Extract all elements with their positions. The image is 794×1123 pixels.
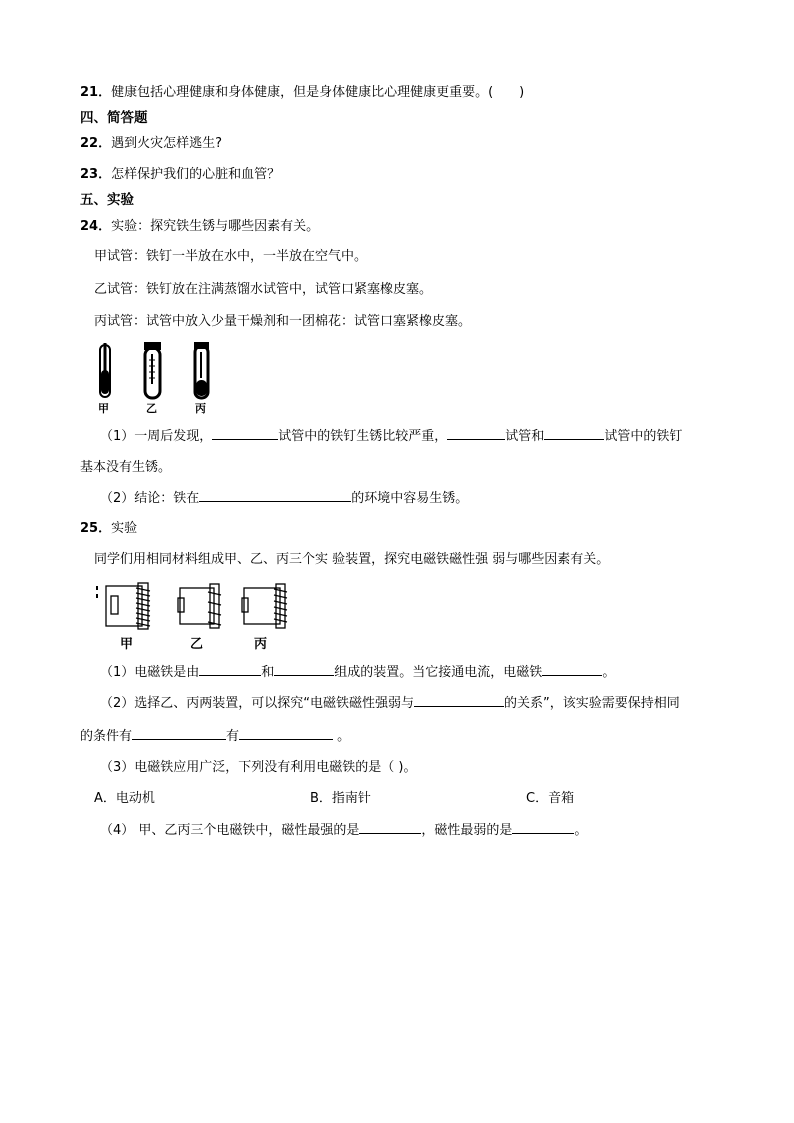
q25-p4-blank-2[interactable] (512, 821, 574, 834)
question-21 (80, 84, 524, 102)
q25-p2-text-a: （2）选择乙、丙两装置，可以探究“电磁铁磁性强弱与 (100, 696, 415, 711)
section-4-heading: 四、简答题 (80, 110, 148, 126)
question-25 (80, 520, 137, 538)
q25-p2-text-d: 有 (226, 729, 240, 744)
q21-close-paren: ) (519, 85, 525, 100)
q24-p2-text-a: （2）结论：铁在 (100, 491, 200, 506)
test-tubes-figure (94, 340, 224, 415)
q25-p4-text-b: ，磁性最弱的是 (421, 823, 513, 838)
q24-p1-text-b: 试管中的铁钉生锈比较严重， (278, 429, 448, 444)
q25-p4-text-c: 。 (574, 823, 588, 838)
q24-p1-blank-3[interactable] (544, 427, 604, 440)
q24-part-1 (100, 427, 682, 446)
q24-p2-blank[interactable] (199, 489, 351, 502)
tube-label-yi: 乙 (146, 402, 157, 415)
q25-p4-blank-1[interactable] (359, 821, 421, 834)
section-5-heading: 五、实验 (80, 192, 134, 208)
q24-title: 实验：探究铁生锈与哪些因素有关。 (111, 219, 320, 234)
q25-p1-text-a: （1）电磁铁是由 (100, 665, 200, 680)
q25-p2-text-b: 的关系”，该实验需要保持相同 (504, 696, 680, 711)
q25-p2-blank-1[interactable] (414, 694, 504, 707)
electromagnet-bing (242, 584, 287, 628)
q24-p2-text-b: 的环境中容易生锈。 (351, 491, 469, 506)
q25-p1-text-d: 。 (602, 665, 616, 680)
q25-p1-text-b: 和 (261, 665, 275, 680)
q25-option-a[interactable]: A．电动机 (94, 791, 155, 806)
q25-p1-blank-1[interactable] (199, 663, 261, 676)
tube-label-jia: 甲 (98, 402, 109, 415)
question-23 (80, 166, 280, 184)
q24-number: 24． (80, 219, 112, 234)
q25-part-2 (100, 694, 680, 713)
q25-p1-blank-3[interactable] (542, 663, 602, 676)
q25-title: 实验 (111, 521, 138, 536)
magnet-label-yi: 乙 (190, 637, 204, 652)
q25-p2-continuation (80, 727, 350, 746)
q21-number: 21． (80, 85, 112, 100)
q24-tube-b: 乙试管：铁钉放在注满蒸馏水试管中，试管口紧塞橡皮塞。 (94, 282, 433, 297)
q25-p1-blank-2[interactable] (274, 663, 334, 676)
q24-p1-blank-1[interactable] (212, 427, 278, 440)
electromagnet-yi (178, 584, 221, 628)
q24-p1-text-a: （1）一周后发现， (100, 429, 213, 444)
magnet-label-jia: 甲 (120, 637, 134, 652)
q25-part-4 (100, 821, 587, 840)
q23-number: 23． (80, 167, 112, 182)
q25-part-3: （3）电磁铁应用广泛，下列没有利用电磁铁的是（ )。 (100, 760, 417, 775)
q24-p1-text-c: 试管和 (505, 429, 545, 444)
q24-part-2 (100, 489, 468, 508)
q25-p2-text-c: 的条件有 (80, 729, 133, 744)
q25-p2-text-e: 。 (333, 729, 351, 744)
q24-tube-c: 丙试管：试管中放入少量干燥剂和一团棉花：试管口塞紧橡皮塞。 (94, 314, 472, 329)
q24-p1-continuation: 基本没有生锈。 (80, 460, 172, 475)
q25-p2-blank-3[interactable] (239, 727, 333, 740)
electromagnet-figure (94, 580, 314, 652)
q25-p4-text-a: （4） 甲、乙丙三个电磁铁中，磁性最强的是 (100, 823, 360, 838)
q24-p1-blank-2[interactable] (447, 427, 505, 440)
q23-text: 怎样保护我们的心脏和血管？ (111, 167, 281, 182)
q25-part-1 (100, 663, 615, 682)
q21-text: 健康包括心理健康和身体健康，但是身体健康比心理健康更重要。( (111, 85, 494, 100)
tube-label-bing: 丙 (195, 402, 206, 415)
q25-option-c[interactable]: C．音箱 (526, 791, 575, 806)
q24-tube-a: 甲试管：铁钉一半放在水中，一半放在空气中。 (94, 249, 368, 264)
q22-text: 遇到火灾怎样逃生? (111, 136, 222, 151)
q25-p2-blank-2[interactable] (132, 727, 226, 740)
q25-number: 25． (80, 521, 112, 536)
q25-intro: 同学们用相同材料组成甲、乙、丙三个实 验装置，探究电磁铁磁性强 弱与哪些因素有关。 (94, 552, 610, 567)
tube-jia (100, 343, 110, 397)
tube-yi (144, 342, 161, 398)
electromagnet-jia (97, 583, 150, 629)
tube-bing (194, 342, 209, 398)
q22-number: 22． (80, 136, 112, 151)
q24-p1-text-d: 试管中的铁钉 (604, 429, 683, 444)
question-24 (80, 218, 319, 236)
question-22 (80, 135, 222, 153)
q25-option-b[interactable]: B．指南针 (310, 791, 371, 806)
magnet-label-bing: 丙 (254, 637, 268, 652)
q25-p1-text-c: 组成的装置。当它接通电流，电磁铁 (334, 665, 543, 680)
